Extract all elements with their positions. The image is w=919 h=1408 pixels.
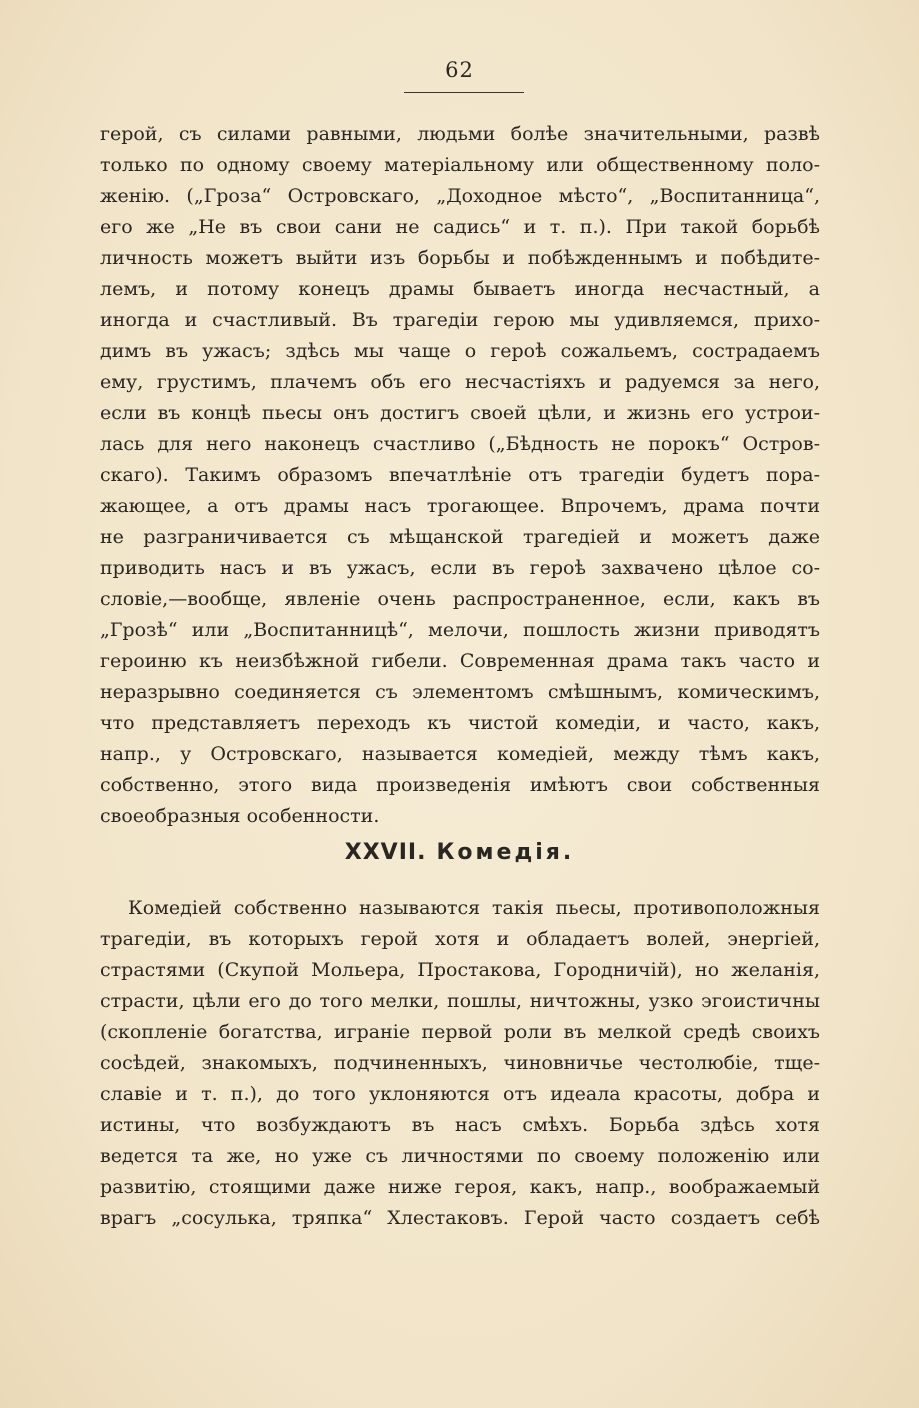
text-line: страстями (Скупой Мольера, Простакова, Городничій), но желанія, bbox=[100, 959, 820, 981]
text-line: своеобразныя особенности. bbox=[100, 805, 380, 827]
text-line: что представляетъ переходъ къ чистой комедіи, и часто, какъ, bbox=[100, 712, 820, 734]
text-line: ведется та же, но уже съ личностями по своему положенію или bbox=[100, 1145, 820, 1167]
text-line: сосѣдей, знакомыхъ, подчиненныхъ, чиновничье честолюбіе, тще- bbox=[100, 1052, 820, 1074]
text-line: Комедіей собственно называются такія пьесы, противоположныя bbox=[128, 897, 820, 919]
text-line: димъ въ ужасъ; здѣсь мы чаще о героѣ сожальемъ, сострадаемъ bbox=[100, 340, 820, 362]
section-heading bbox=[0, 840, 919, 865]
text-line: герой, съ силами равными, людьми болѣе значительными, развѣ bbox=[100, 123, 820, 145]
section-title: Комедія. bbox=[436, 840, 575, 865]
text-line: (скопленіе богатства, играніе первой роли въ мелкой средѣ своихъ bbox=[100, 1021, 820, 1043]
text-line: лемъ, и потому конецъ драмы бываетъ иногда несчастный, а bbox=[100, 278, 820, 300]
text-line: трагедіи, въ которыхъ герой хотя и обладаетъ волей, энергіей, bbox=[100, 928, 820, 950]
text-line: личность можетъ выйти изъ борьбы и побѣжденнымъ и побѣдите- bbox=[100, 247, 820, 269]
page-number: 62 bbox=[445, 58, 474, 82]
section-number: XXVII. bbox=[344, 840, 427, 865]
text-line: ему, грустимъ, плачемъ объ его несчастіяхъ и радуемся за него, bbox=[100, 371, 820, 393]
text-line: приводить насъ и въ ужасъ, если въ героѣ захвачено цѣлое со- bbox=[100, 557, 820, 579]
paragraph-drama bbox=[100, 119, 820, 832]
text-line: страсти, цѣли его до того мелки, пошлы, ничтожны, узко эгоистичны bbox=[100, 990, 820, 1012]
text-line: героиню къ неизбѣжной гибели. Современная драма такъ часто и bbox=[100, 650, 820, 672]
text-line: напр., у Островскаго, называется комедіей, между тѣмъ какъ, bbox=[100, 743, 820, 765]
text-line: не разграничивается съ мѣщанской трагедіей и можетъ даже bbox=[100, 526, 820, 548]
text-line: „Грозѣ“ или „Воспитанницѣ“, мелочи, пошлость жизни приводятъ bbox=[100, 619, 820, 641]
text-line: скаго). Такимъ образомъ впечатлѣніе отъ трагедіи будетъ пора- bbox=[100, 464, 820, 486]
text-line: только по одному своему матеріальному или общественному поло- bbox=[100, 154, 820, 176]
paragraph-comedy bbox=[100, 893, 820, 1234]
text-line: лась для него наконецъ счастливо („Бѣдность не порокъ“ Остров- bbox=[100, 433, 820, 455]
text-line: истины, что возбуждаютъ въ насъ смѣхъ. Борьба здѣсь хотя bbox=[100, 1114, 820, 1136]
text-line: его же „Не въ свои сани не садись“ и т. п.). При такой борьбѣ bbox=[100, 216, 820, 238]
text-line: жающее, а отъ драмы насъ трогающее. Впрочемъ, драма почти bbox=[100, 495, 820, 517]
text-line: врагъ „сосулька, тряпка“ Хлестаковъ. Герой часто создаетъ себѣ bbox=[100, 1207, 820, 1229]
text-line: словіе,—вообще, явленіе очень распространенное, если, какъ въ bbox=[100, 588, 820, 610]
text-line: развитію, стоящими даже ниже героя, какъ, напр., воображаемый bbox=[100, 1176, 820, 1198]
text-line: если въ концѣ пьесы онъ достигъ своей цѣли, и жизнь его устрои- bbox=[100, 402, 820, 424]
text-line: неразрывно соединяется съ элементомъ смѣшнымъ, комическимъ, bbox=[100, 681, 820, 703]
text-line: женію. („Гроза“ Островскаго, „Доходное мѣсто“, „Воспитанница“, bbox=[100, 185, 820, 207]
text-line: собственно, этого вида произведенія имѣютъ свои собственныя bbox=[100, 774, 820, 796]
text-line: иногда и счастливый. Въ трагедіи герою мы удивляемся, прихо- bbox=[100, 309, 820, 331]
page-number-rule bbox=[404, 92, 524, 93]
text-line: славіе и т. п.), до того уклоняются отъ идеала красоты, добра и bbox=[100, 1083, 820, 1105]
